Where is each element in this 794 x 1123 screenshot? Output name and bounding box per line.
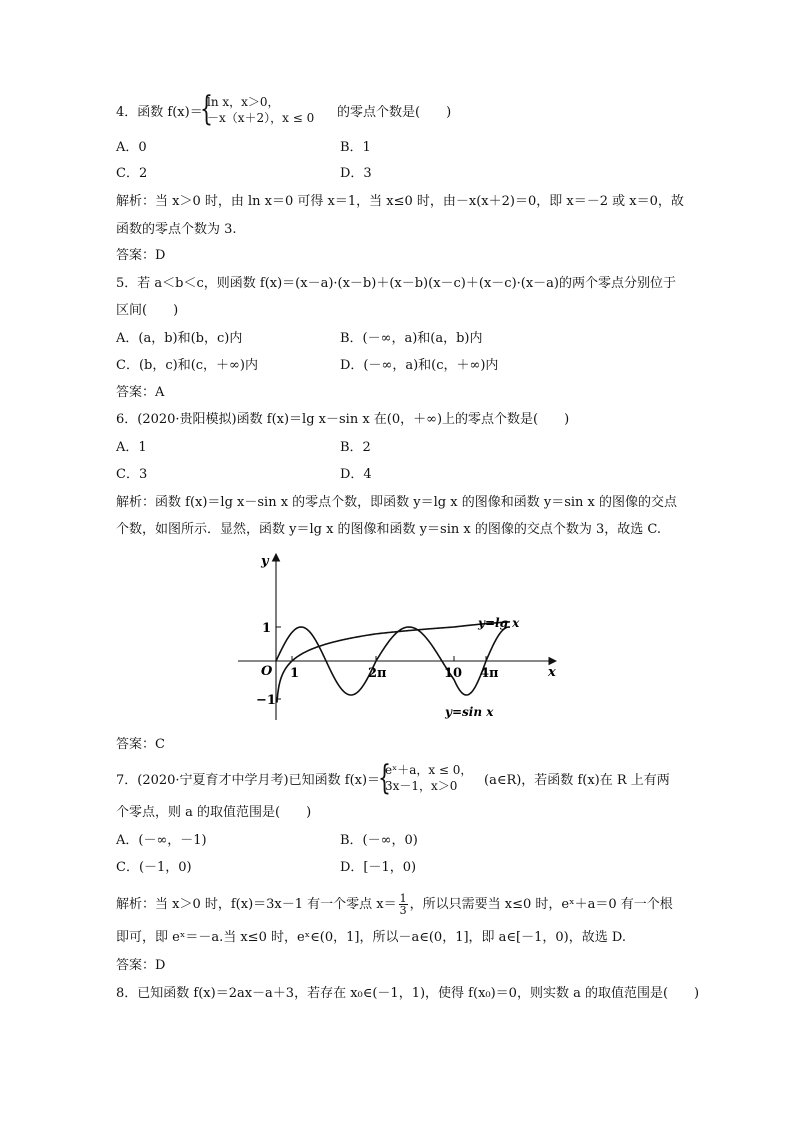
fraction-denominator: 3: [399, 904, 407, 917]
y-axis-label: y: [261, 554, 269, 569]
q7-analysis-line-2: 即可，即 eˣ＝－a.当 x≤0 时，eˣ∈(0，1]，所以－a∈(0，1]，即 a∈[－1，0)，故选 D.: [116, 930, 626, 945]
fraction-numerator: 1: [399, 892, 407, 905]
q6-analysis-line-2: 个数，如图所示．显然，函数 y＝lg x 的图像和函数 y＝sin x 的图像的交点个数为 3，故选 C.: [116, 522, 661, 537]
q7-option-d: D．[－1，0): [340, 860, 417, 875]
q7-analysis-1a: 解析：当 x＞0 时，f(x)＝3x－1 有一个零点 x＝: [116, 897, 397, 912]
tick-label-x-2pi: 2π: [368, 666, 387, 681]
tick-label-x-4pi: 4π: [480, 666, 499, 681]
q6-option-c: C．3: [116, 467, 148, 482]
q6-option-a: A．1: [116, 440, 147, 455]
q7-option-a: A．(－∞，－1): [116, 833, 207, 848]
q4-option-c: C．2: [116, 166, 148, 181]
q7-prefix: 7．(2020·宁夏育才中学月考)已知函数 f(x)＝: [116, 773, 381, 788]
tick-label-y-neg1: −1: [256, 693, 276, 708]
x-axis-label: x: [548, 665, 556, 680]
q4-analysis-line-1: 解析：当 x＞0 时，由 ln x＝0 可得 x＝1，当 x≤0 时，由－x(x＋2)＝0，即 x＝－2 或 x＝0，故: [116, 194, 684, 209]
q5-stem-line-2: 区间( ): [116, 303, 179, 318]
q5-stem-line-1: 5．若 a＜b＜c，则函数 f(x)＝(x－a)·(x－b)＋(x－b)(x－c)＋(x－c)·(x－a)的两个零点分别位于: [116, 276, 676, 291]
q4-option-d: D．3: [340, 166, 372, 181]
fraction-one-third: [399, 893, 408, 916]
q7-option-c: C．(－1，0): [116, 860, 192, 875]
q7-answer: 答案：D: [116, 958, 166, 973]
sin-curve-label: y=sin x: [445, 705, 494, 719]
q4-piece-1: ln x，x＞0，: [207, 95, 280, 109]
q6-option-d: D．4: [340, 467, 372, 482]
q4-suffix: 的零点个数是( ): [337, 105, 452, 120]
q7-analysis-1b: ，所以只需要当 x≤0 时，eˣ＋a＝0 有一个根: [409, 897, 673, 912]
q7-stem-line-2: 个零点，则 a 的取值范围是( ): [116, 805, 312, 820]
tick-label-y-1: 1: [262, 621, 272, 636]
q8-stem: 8．已知函数 f(x)＝2ax－a＋3，若存在 x₀∈(－1，1)，使得 f(x₀)＝0，则实数 a 的取值范围是( ): [116, 986, 700, 1001]
q7-brace: {: [378, 758, 391, 798]
q6-option-b: B．2: [340, 440, 371, 455]
q7-option-b: B．(－∞，0): [340, 833, 418, 848]
q7-analysis-line-1: [116, 893, 673, 916]
q5-answer: 答案：A: [116, 385, 165, 400]
q5-option-c: C．(b，c)和(c，＋∞)内: [116, 358, 258, 373]
q5-option-a: A．(a，b)和(b，c)内: [116, 331, 243, 346]
q7-suffix: (a∈R)，若函数 f(x)在 R 上有两: [484, 773, 670, 788]
q5-option-d: D．(－∞，a)和(c，＋∞)内: [340, 358, 499, 373]
q7-piece-1: eˣ＋a，x ≤ 0，: [385, 763, 473, 777]
q4-option-a: A．0: [116, 140, 147, 155]
lg-curve-label: y=lg x: [478, 616, 520, 630]
q6-stem: 6．(2020·贵阳模拟)函数 f(x)＝lg x－sin x 在(0，＋∞)上的零点个数是( ): [116, 412, 570, 427]
q4-prefix: 4．函数 f(x)＝: [116, 105, 203, 120]
origin-label: O: [261, 664, 273, 679]
q4-piece-2: －x（x＋2），x ≤ 0: [207, 111, 315, 125]
q6-analysis-line-1: 解析：函数 f(x)＝lg x－sin x 的零点个数，即函数 y＝lg x 的图像和函数 y＝sin x 的图像的交点: [116, 495, 677, 510]
tick-label-x-10: 10: [444, 666, 463, 681]
q7-piece-2: 3x－1，x＞0: [385, 779, 458, 793]
q4-answer: 答案：D: [116, 248, 166, 263]
function-graph: [230, 548, 570, 726]
q4-option-b: B．1: [340, 140, 371, 155]
tick-label-x-1: 1: [290, 666, 300, 681]
q5-option-b: B．(－∞，a)和(a，b)内: [340, 331, 483, 346]
q4-analysis-line-2: 函数的零点个数为 3.: [116, 222, 237, 237]
q4-brace: {: [200, 89, 213, 129]
q6-answer: 答案：C: [116, 737, 165, 752]
